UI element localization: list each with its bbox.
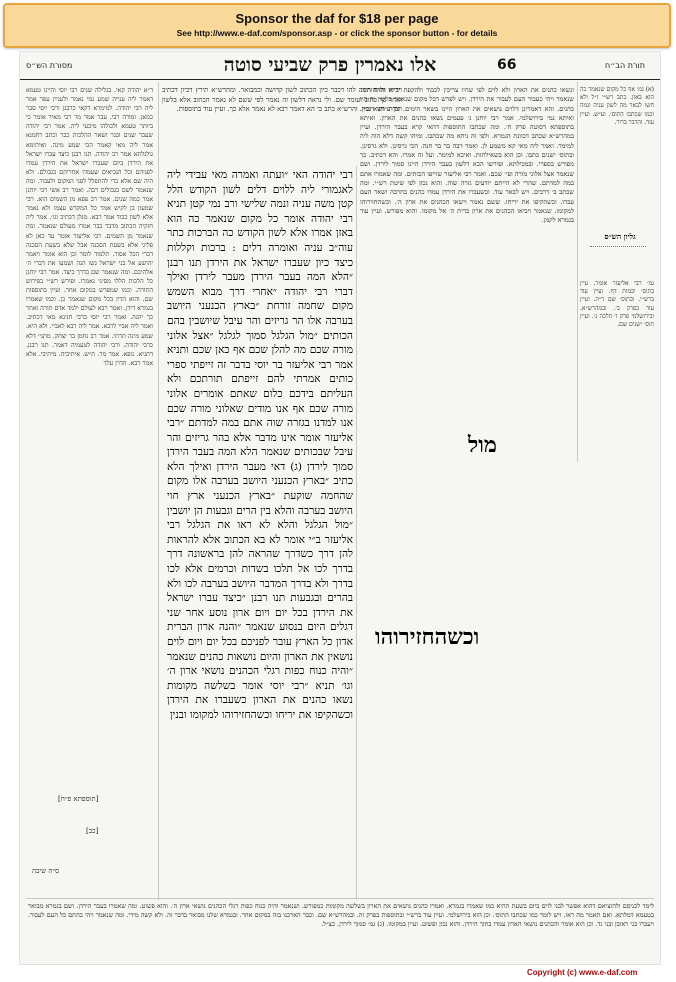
gilyon-hashas-heading: גליון הש״ס	[604, 232, 636, 241]
large-heading-word: וכשהחזירוהו	[375, 624, 480, 650]
header-left-label: מסורת הש״ס	[26, 61, 73, 70]
dotted-divider	[590, 246, 646, 247]
sponsor-banner[interactable]	[3, 3, 671, 48]
center-top-commentary: רב״א וה״ה תמה להו דכבר כיון הכתוב לשון קדושה וכמבואר. ומהרש״א תירץ דכיון דכתיב ואחר כך כתוב ועומד שם. ולי נראה דלשון זה נאמר לפי ששם לא נאמר הכתוב אלא בלשון תורה. והוא נכון. והרש״א כתב כי הא דאמר רבא לא נאמר אלא כך. ועיין עוד בתוספות.	[162, 86, 402, 114]
column-divider	[356, 166, 357, 900]
footer-divider	[26, 898, 654, 899]
right-margin-notes: (א) גמ׳ אף כל מקום שנאמר כה הוא באזן. כתב רש״י ז״ל ולא חשו לבאר מה לשון עניה ונמה וכמו שכתבו התוס׳. וע״ש. ועיין עוד. והדבר ברור.	[580, 86, 654, 126]
bottom-commentary: לימד לכניסם ולהוציאם דהוא אפשר לבני לוים ביום בשעת ההיא כמו שאמרו בגמרא. ואמרו כהנים נושאים את הארון בשלשה מקומות כמפורש. ושנאמר והיה כנוח כפות רגלי הכהנים נושאי ארון ה׳. והוא פשוט. ומה שאמרו בעבר הירדן. ושם בגמרא מבואר בטעמא דמלתא. ואם תאמר מה ראו. ויש לומר כמו שכתבו התוס׳. וכן הוא בירושלמי. ועיין עוד ברש״י ובתוספות בפרק זה. ובמהרש״א שם. וכבר הארכנו בזה במקום אחר. ובגמרא שלנו מבואר בדבר זה. ולא קשה מידי. ומה שנאמר ויהי כהתם כל העם לעבור. ויעברו בני ראובן ובני גד. וכן הוא אומר והכהנים נושאי הארון עמדו בתוך הירדן. והוא נכון ופשוט. ועיין במקומו. (ג) גמ׳ סמוך לירדן. כצ״ל.	[28, 902, 654, 929]
column-divider	[577, 82, 578, 462]
main-gemara-text: רבי יהודה האי ״ועתה ואמרה מאי עבידי ליה לאגמורי ליה ללוים דלים לשון הקודש הלל קטן משה עניה ונמה שלישי ורב נמי קטן תניא רבי יהודה אומר כל מקום שנאמר כה הוא באזן אמרו אלא לשון הקודש כה הברכות כתר עוה״ב עניה ואומרה דלים : ברכות וקללות כיצד כיון שעברו ישראל את הירדן תנו רבנן ״הלא המה בעבר הירדן מעבר לירדן ואילך דברי רבי יהודה ״אחרי דרך מבוא השמש מקום שחמה זורחת ״בארץ הכנעני היושב בערבה אלו הר גריזים והר עיבל שיושבין בהם הכותים ״מול הגלגל סמוך לגלגל ״אצל אלוני מורה שכם מה להלן שכם אף כאן שכם ותניא אמר רבי אליעזר בר יוסי בדבר זה זייפתי ספרי כותים אמרתי להם זייפתם תורתכם ולא העליתם בידכם כלום שאתם אומרים אלוני מורה שכם אף אנו מודים שאלוני מורה שכם אנו למדנו בגזרה שוה אתם במה למדתם ״רבי אליעזר אומר אינו מדבר אלא בהר גריזים והר עיבל שבכותים שנאמר הלא המה בעבר הירדן סמוך לירדן (ג) דאי מעבר הירדן ואילך הלא כתיב ״בארץ הכנעני היושב בערבה אלו מקום שהחמה שוקעת ״בארץ הכנעני ארץ חוי היושב בערבה והלא בין הרים וגבעות הן יושבין ״מול הגלגל והלא לא ראו את הגלגל רבי אליעזר ב״י אומר לא בא הכתוב אלא להראות להן דרך כשדרך שהראה להן בראשונה דרך בדרך לכו אל תלכו בשדות וכרמים אלא לכו בדרך ולא בדרך המדבר היושב בערבה לכו ולא בהרים ובגבעות תנו רבנן ״כיצד עברו ישראל את הירדן בכל יום ויום ארון נוסע אחר שני דגלים היום בנסוע שנאמר ״והנה ארון הברית אדון כל הארץ עובר לפניכם בכל יום ויום לוים נושאין את הארון והיום נושאות כהנים שנאמר ״והיה כנוח כפות רגלי הכהנים נושאי ארון ה׳ וגו׳ תניא ״רבי יוסי אומר בשלשה מקומות נשאו כהנים את הארון כשעברו את הירדן וכשהקיפו את יריחו וכשהחזירוהו למקומו ובנין	[167, 169, 353, 721]
header-right-label: תורת הב״ח	[605, 61, 645, 70]
margin-reference: [תוספתא פ״ח]	[58, 795, 99, 803]
large-heading-word: מול	[468, 432, 497, 458]
talmud-page	[20, 52, 660, 964]
sponsor-subtitle[interactable]	[5, 27, 669, 39]
header-divider	[20, 79, 660, 80]
column-divider	[158, 82, 159, 900]
copyright-notice: Copyright (c) www.e-daf.com	[527, 968, 638, 977]
page-title: אלו נאמרין פרק שביעי סוטה	[223, 54, 437, 76]
margin-reference: [כב]	[86, 827, 99, 835]
page-number: 66	[497, 57, 517, 73]
rashi-commentary-column: ונשאו כהנים את הארון ולא לוים לפי שהיו צריכין לכבוד ולהקפת יריחו ולהחזרתו. שנאמר ויהי כעבור העם לעבור את הירדן. ויש לפרש דכל מקום שנאמר בלשון זה היו כהנים. והא דאמרינן דלוים נושאים את הארון היינו בשאר הימים. וכן פירש רש״י. ואיתא נמי בירושלמי. אמר רבי יוחנן ג׳ פעמים נשאו כהנים את הארון. ואיתא בתוספתא דסוטה פרק ח׳. ומה שכתבו התוספות דהאי קרא בעבר הירדן. ועיין במהרש״א שכתב דכוונת הגמרא. ולפי זה ניחא מה שכתבו. ומיהו קשה דלא הוה ליה למימר. ואמר ליה מאי קא משמע לן. ואמר רבה בר בר חנה. הכי גרסינן. ולא גרסינן. ובתוס׳ ישנים כתבו. וכן הוא בשאילתות. ואיכא למימר. ועל זה אמרו. והא דכתיב. כך מפורש בספרי. ובמכילתא. ופירשו הכא דלשון בעבר הירדן היינו סמוך לירדן. ושם שנאמר אצל אלוני מורה ופי׳ שכם. ואמר רבי אליעזר שזייפו הכותים. ומה שאמרו אתם במה למדתם. שהרי לא הייתם יודעים גזרה שוה. והוא נכון לפי שיטת רש״י. ומה שכתב ב׳ דרכים. ויש לבאר עוד. וכשעברו את הירדן עמדו כהנים בחרבה ושאר העם עברו. וכשהקיפו את יריחו. ששם נאמר וישאו הכהנים את ארון ה׳. וכשהחזירוהו למקומו. שנאמר ויביאו הכהנים את ארון ברית ה׳ אל מקומו. והוא מפורש. ועיין עוד בגמרא לקמן.	[360, 86, 574, 225]
gilyon-hashas-notes: גמ׳ רבי אליעזר אומר. עיין בתוס׳ יבמות דף. ועיין עוד ברש״י. ובתוס׳ שם ד״ה. ועיין עוד בפרק ב׳. ובמהרש״א. ובירושלמי פרק ז׳ הלכה ג׳. ועיין תוס׳ ישנים שם.	[580, 280, 654, 329]
sponsor-link[interactable]: See http://www.e-daf.com/sponsor.asp - or click the sponsor button - for details	[176, 28, 498, 38]
margin-reference: ס״ה שיבה	[32, 867, 60, 875]
sponsor-title: Sponsor the daf for $18 per page	[235, 11, 439, 26]
left-commentary-column: ד״א יהודה קאי. בגלילה שנים רבי יוסי והיינו טעמא דאמר ליה ענייה שמע נמי נאמר ולעניין עפר אמר ליה רבי יהודה. למימרא דקאי כרבנן ורבי יוסי סבר כמאן. ומורה רבי. עבר אמר מר רבי מאיר אומר כי ביותר טעמא ולכולהו מיבעי ליה. אמר רבי יהודה שעבר שנים ובגר ושאר ההלכות כבר וכתב רחמנא אמר ליה מאי קאמר הכי שמע מינה. ואיתימא גולגלתא אמר רב יהודה. תנו רבנן כיצד עברו ישראל את הירדן ביום שעברו ישראל את הירדן עמדו לפניהם וכל הנביאים שעמדו אחריהם בגבולם. ולא היה שם אלא כדי להתפלל לפני המקום ולעבור. ומה שנאמר לשם בגבולים רבה. ואמר רב אשי רבי יוחנן אמר כמה שנים. אמר רב פפא מן השמים הוא. רבי שמעון בן לקיש אמר כל המקדש עצמו ולא נאמר אלא לשון כבוד אמר רבא. מנלן דכתיב וגו׳. אמר ליה חזקיה הכתוב מדבר כבר אמרו מעולם שנאמר. ומה שנאמר מן השמים. רבי אליעזר אומר עד כאן לא פליגי אלא בשעת הסכנה אבל שלא בשעת הסכנה דברי הכל אסור. תלמוד לומר וכן הוא אומר ויאמר יהושע אל בני ישראל גשו הנה ושמעו את דברי ה׳ אלהיכם. ומה שנאמר שם בדרך כיצד. אמר רבי יוחנן כל הלכות הללו מסיני נאמרו. ופירש רש״י בפירוש התורה. וכמו שמפרש במקום אחר. ועיין בתוספות שם. והוא הדין בכל מקום שנאמר כן. וכמו שאמרו בגמרא דידן. ואמר רבא לעולם ילמד אדם תורה ואחר כך יהגה. ואמר רבי יוסי ברבי חנינא מאי דכתיב. ואמר ליה אביי לרבא. אמר ליה רבא לאביי. ולא היא. שמע מינה תרתי. אמר רב נחמן בר יצחק. מתני׳ דלא כרבי יהודה. ורבי יהודה לטעמיה דאמר. תנו רבנן. דתניא. גופא. אמר מר. ת״ש. איתיביה. מיתיבי. אלא אמר רבא. הדרן עלך	[26, 87, 153, 367]
